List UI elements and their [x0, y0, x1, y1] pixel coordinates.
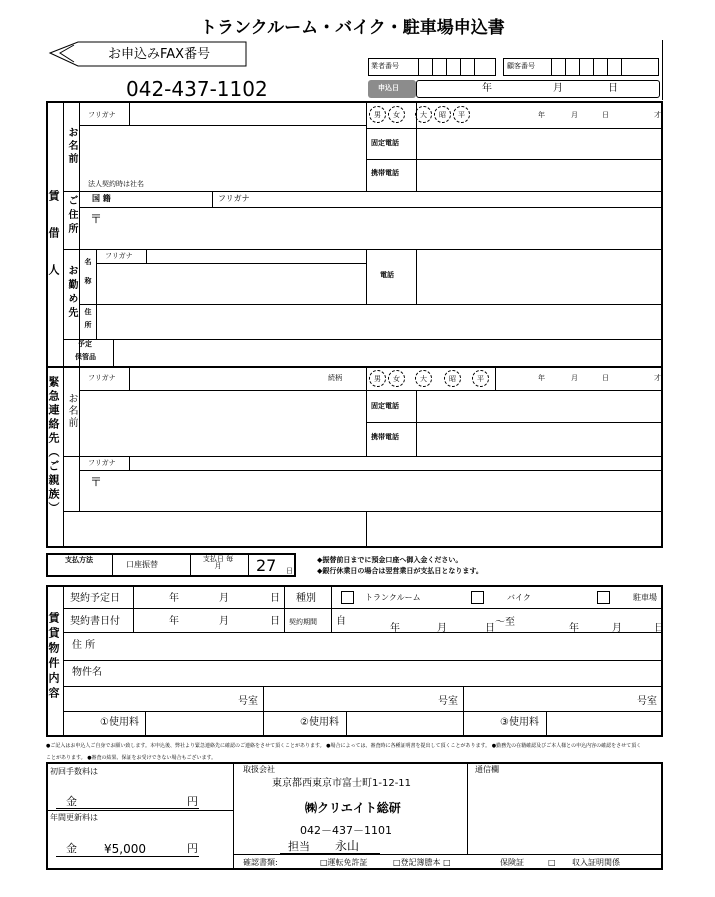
fee-3-label: ③使用料 [500, 717, 539, 728]
name-label: お名前 [66, 127, 77, 166]
emergency-name-label: お名前 [66, 393, 77, 429]
dealer-number-label: 業者番号 [371, 62, 399, 70]
address-label: ご住所 [66, 195, 77, 237]
emergency-name-field[interactable] [85, 393, 361, 451]
initial-fee-label: 初回手数料は [50, 767, 98, 776]
customer-number-label: 顧客番号 [507, 62, 535, 70]
work-address-field[interactable] [100, 307, 655, 337]
nationality-label: 国 籍 [92, 194, 111, 203]
renewal-fee-amount: ¥5,000 [104, 842, 146, 856]
corp-note: 法人契約時は社名 [88, 180, 144, 188]
fee-1-label: ①使用料 [100, 717, 139, 728]
property-name-field[interactable] [120, 663, 655, 683]
payment-method: 口座振替 [126, 560, 158, 569]
bike-checkbox[interactable] [471, 591, 484, 604]
agent-phone: 042－437－1101 [300, 824, 392, 837]
doc-license[interactable]: □運転免許証 [320, 858, 368, 867]
form-title: トランクルーム・バイク・駐車場申込書 [200, 18, 505, 38]
relation-label: 続柄 [328, 374, 342, 382]
work-label: お勤め先 [66, 265, 77, 321]
agent-company: ㈱クリエイト総研 [305, 801, 401, 815]
payment-note-1: ◆振替前日までに預金口座へ御入金ください。 [317, 556, 463, 564]
apply-date-label: 申込日 [378, 84, 399, 92]
emergency-section-label: 緊急連絡先（ご親族） [47, 376, 60, 516]
trunk-checkbox[interactable] [341, 591, 354, 604]
comm-label: 通信欄 [475, 765, 499, 774]
property-section-label: 賃貸物件内容 [47, 612, 60, 702]
fee-2-label: ②使用料 [300, 717, 339, 728]
fax-label: お申込みFAX番号 [108, 47, 211, 62]
name-field[interactable] [85, 128, 361, 178]
address-field[interactable] [105, 210, 655, 245]
borrower-section-label: 賃借人 [47, 190, 60, 301]
work-name-field[interactable] [100, 266, 362, 302]
property-address-field[interactable] [120, 635, 655, 657]
parking-checkbox[interactable] [597, 591, 610, 604]
doc-insurance: 保険証 [500, 858, 524, 867]
apply-date-field[interactable] [416, 80, 660, 98]
renewal-fee-label: 年間更新料は [50, 813, 98, 822]
fax-number: 042-437-1102 [126, 77, 268, 101]
docs-label: 確認書類: [243, 858, 278, 867]
doc-registry[interactable]: □登記簿謄本 □ [393, 858, 451, 867]
home-phone-label: 固定電話 [371, 139, 399, 147]
mobile-phone-label: 携帯電話 [371, 169, 399, 177]
footnote: ●ご記入はお申込人ご自身でお願い致します。本申込後、弊社より緊急連絡先に確認のご連絡をさせて頂くことがあります。 ●場合によっては、審査時に各種証明書を提出して頂くことがあります。 ●勤務先の在籍確認及びご本人様との申込内容の確認をさせて頂くことがあります。 ●審査の結果、保証をお受けできない場合もございます。 [46, 743, 642, 761]
agent-address: 東京都西東京市富士町1-12-11 [272, 778, 412, 789]
agent-staff: 永山 [335, 839, 360, 853]
emergency-address-field[interactable] [105, 473, 655, 507]
doc-income: 収入証明関係 [572, 858, 620, 867]
comm-field[interactable] [470, 780, 658, 850]
agent-label: 取扱会社 [243, 765, 275, 774]
payment-due-day: 27 [256, 556, 277, 575]
work-phone-label: 電話 [380, 271, 394, 279]
payment-label: 支払方法 [65, 556, 93, 564]
payment-note-2: ◆銀行休業日の場合は翌営業日が支払日となります。 [317, 567, 483, 575]
doc-income-checkbox[interactable]: □ [548, 858, 556, 867]
